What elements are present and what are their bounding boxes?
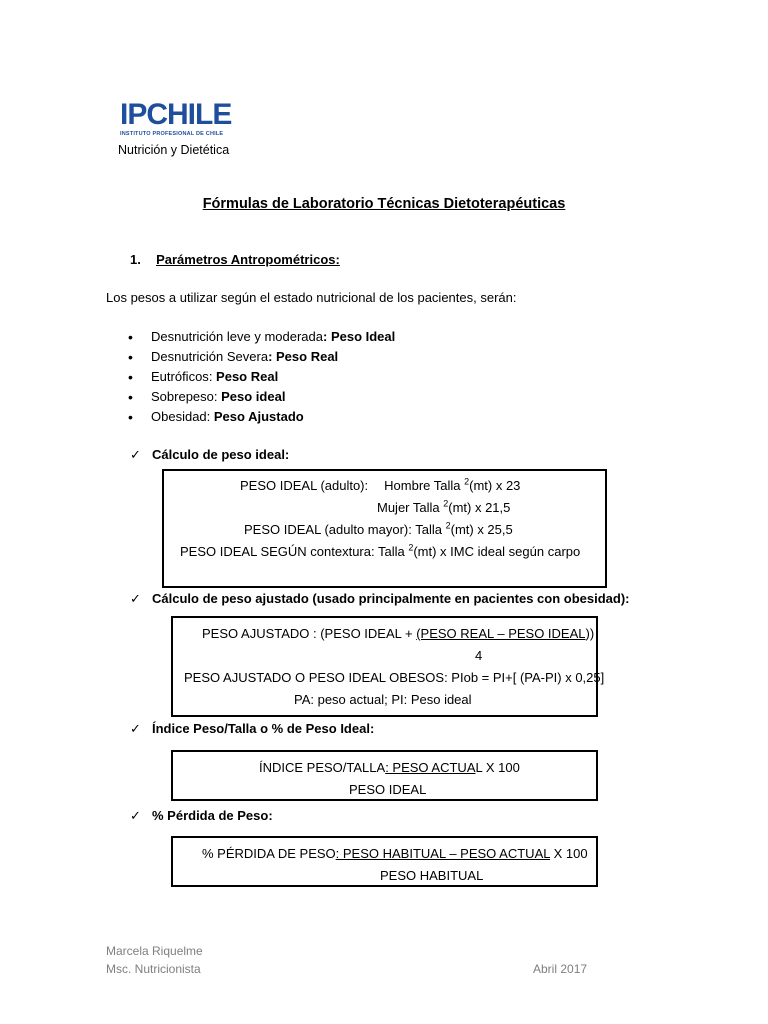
- section-heading-text: Parámetros Antropométricos:: [156, 252, 340, 267]
- formula-box-ajustado: [171, 616, 605, 717]
- list-item: • Desnutrición Severa: Peso Real: [128, 347, 395, 367]
- list-item: • Desnutrición leve y moderada: Peso Ideal: [128, 327, 395, 347]
- checkmark-icon: ✓: [130, 808, 141, 823]
- check-heading-ideal: ✓ Cálculo de peso ideal:: [130, 447, 290, 462]
- list-item: • Eutróficos: Peso Real: [128, 367, 395, 387]
- formula-denominator: PESO HABITUAL: [380, 868, 484, 883]
- logo-subtitle: INSTITUTO PROFESIONAL DE CHILE: [120, 131, 224, 137]
- list-item: • Obesidad: Peso Ajustado: [128, 407, 395, 427]
- footer-author: Marcela Riquelme: [106, 944, 203, 958]
- formula-box-indice: [171, 750, 598, 801]
- formula-line: PESO AJUSTADO O PESO IDEAL OBESOS: PIob = PI+[ (PA-PI) x 0,25]: [184, 670, 605, 685]
- formula-line: Mujer Talla $^2$(mt) x 21,5: [377, 498, 511, 515]
- document-title-text: Fórmulas de Laboratorio Técnicas Dietoterapéuticas: [202, 196, 566, 212]
- formula-line: PA: peso actual; PI: Peso ideal: [294, 692, 472, 707]
- weight-criteria-list: [128, 327, 395, 427]
- section-number: 1.: [130, 252, 141, 267]
- check-heading-perdida: ✓ % Pérdida de Peso:: [130, 808, 273, 823]
- department-label: Nutrición y Dietética: [118, 143, 230, 157]
- formula-line: % PÉRDIDA DE PESO: PESO HABITUAL – PESO ACTUAL X 100: [202, 846, 588, 861]
- document-title: [0, 196, 768, 212]
- logo-wordmark: IPCHILE: [120, 98, 232, 131]
- formula-line: PESO IDEAL (adulto mayor): Talla $^2$(mt) x 25,5: [244, 520, 513, 537]
- formula-denominator: 4: [475, 648, 483, 663]
- checkmark-icon: ✓: [130, 591, 141, 606]
- intro-paragraph: Los pesos a utilizar según el estado nutricional de los pacientes, serán:: [106, 290, 517, 305]
- check-heading-indice: ✓ Índice Peso/Talla o % de Peso Ideal:: [130, 721, 375, 736]
- formula-denominator: PESO IDEAL: [349, 782, 427, 797]
- footer-date: Abril 2017: [533, 962, 588, 976]
- checkmark-icon: ✓: [130, 447, 141, 462]
- formula-line: PESO IDEAL (adulto): Hombre Talla $^2$(mt) x 23: [240, 476, 521, 493]
- ipchile-logo: [120, 100, 231, 137]
- check-heading-ajustado: ✓ Cálculo de peso ajustado (usado principalmente en pacientes con obesidad):: [130, 591, 630, 606]
- footer-role: Msc. Nutricionista: [106, 962, 201, 976]
- formula-box-ideal: [162, 469, 607, 588]
- section-heading: [130, 252, 340, 267]
- formula-line: PESO IDEAL SEGÚN contextura: Talla $^2$(mt) x IMC ideal según carpo: [180, 542, 581, 559]
- list-item: • Sobrepeso: Peso ideal: [128, 387, 395, 407]
- formula-box-perdida: [171, 836, 598, 887]
- checkmark-icon: ✓: [130, 721, 141, 736]
- formula-line: PESO AJUSTADO : (PESO IDEAL + (PESO REAL – PESO IDEAL)): [202, 626, 595, 641]
- formula-line: ÍNDICE PESO/TALLA: PESO ACTUAL X 100: [259, 760, 520, 775]
